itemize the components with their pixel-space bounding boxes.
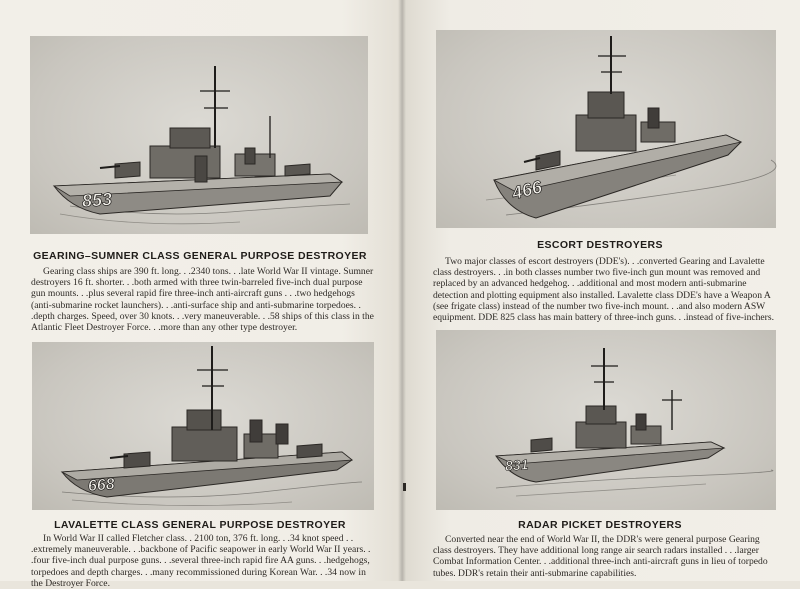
illustration-radar-picket-destroyer (436, 330, 776, 510)
book-gutter (398, 0, 406, 581)
section-text-escort-destroyers (433, 256, 779, 323)
paragraph: Two major classes of escort destroyers (DDE's). . .converted Gearing and Lavalette class destroyers. . .in both classes number two five-inch gun mount was removed and replaced by an advanced hedgehog. . .additional and most modern anti-submarine detection and plotting equipment also installed. Lavalette class DDE's have a Weapon A (see frigate class) instead of the number two five-inch mount. . .and also modern ASW equipment. DDE 825 class has main battery of three-inch guns. . .instead of five-inchers. (433, 256, 775, 324)
hull-number-831: 831 (504, 456, 529, 474)
paragraph: Gearing class ships are 390 ft. long. . .2340 tons. . .late World War II vintage. Sumner destroyers 16 ft. shorter. . .both armed with three twin-barreled five-inch dual purpose gun mounts. . .plus several rapid fire three-inch anti-aircraft guns . . .two hedgehogs (anti-submarine rocket launchers). . .anti-surface ship and anti-submarine torpedoes. . .depth charges. Speed, over 30 knots. . .very maneuverable. . .58 ships of this class in the Atlantic Fleet Destroyer Force. . .more than any other type destroyer. (31, 266, 374, 334)
section-title-radar-picket-destroyers: RADAR PICKET DESTROYERS (518, 519, 682, 531)
illustration-escort-destroyer (436, 30, 776, 228)
hull-number-853: 853 (81, 188, 113, 212)
page-mark (403, 483, 406, 491)
paragraph: Converted near the end of World War II, the DDR's were general purpose Gearing class destroyers. They have additional long range air search radars installed . . .larger Combat Information Center. . .additional three-inch anti-aircraft guns in lieu of torpedo tubes. DDR's retain their anti-submarine capabilities. (433, 534, 768, 579)
section-title-escort-destroyers: ESCORT DESTROYERS (537, 239, 663, 251)
section-title-gearing-sumner: GEARING–SUMNER CLASS GENERAL PURPOSE DESTROYER (33, 250, 367, 262)
hull-number-466: 466 (509, 176, 544, 204)
section-text-lavalette (31, 533, 377, 589)
paragraph: In World War II called Fletcher class. . 2100 ton, 376 ft. long. . .34 knot speed . . .extremely maneuverable. . .backbone of Pacific seapower in early World War II years. . .four five-inch dual purpose guns. . .several three-inch rapid fire AA guns. . .hedgehogs, torpedoes and depth charges. . .many recommissioned during Korean War. . .34 now in the Destroyer Force. (31, 533, 371, 589)
section-text-radar-picket-destroyers (433, 534, 779, 579)
hull-number-668: 668 (87, 475, 116, 496)
section-text-gearing-sumner (31, 266, 375, 333)
illustration-lavalette-destroyer (32, 342, 374, 510)
illustration-gearing-sumner-destroyer (30, 36, 368, 234)
section-title-lavalette: LAVALETTE CLASS GENERAL PURPOSE DESTROYER (54, 519, 346, 531)
